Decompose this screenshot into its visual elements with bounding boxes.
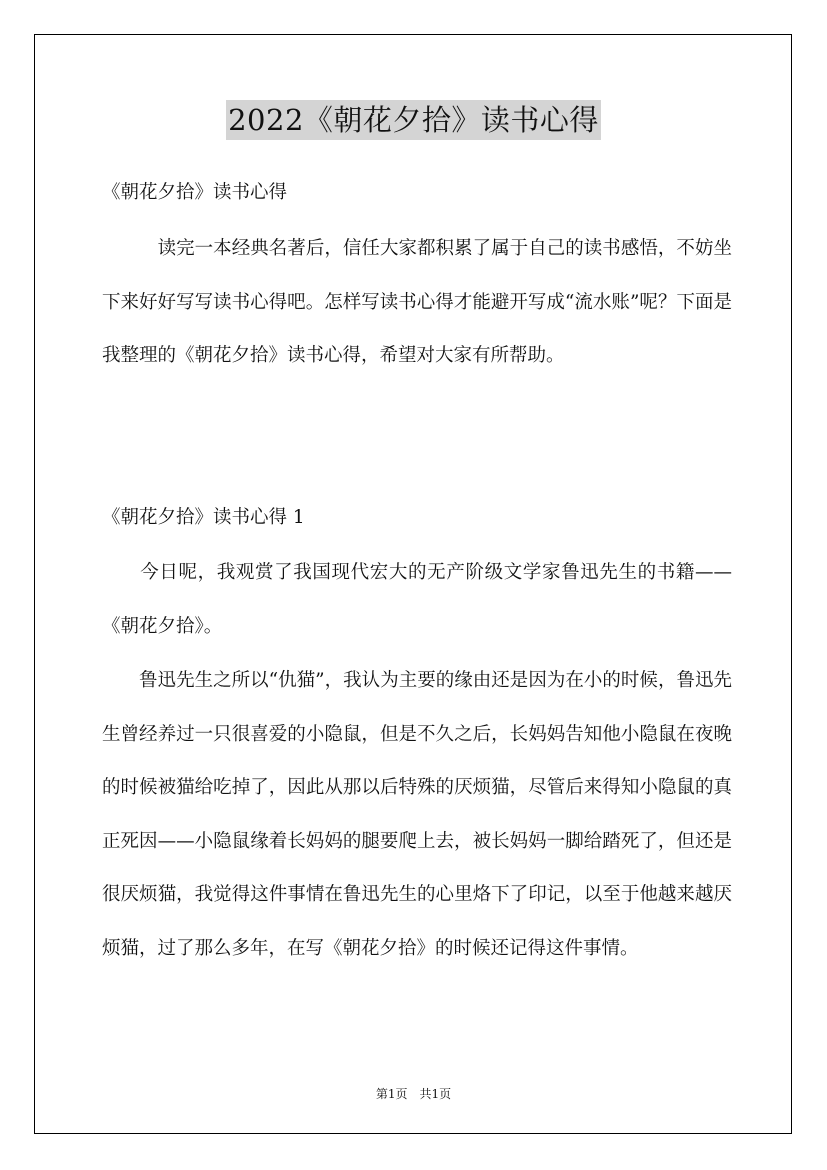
intro-paragraph: 读完一本经典名著后，信任大家都积累了属于自己的读书感悟，不妨坐下来好好写写读书心得吧。怎样写读书心得才能避开写成“流水账”呢？下面是我整理的《朝花夕拾》读书心得，希望对大家有所帮助。 — [102, 238, 732, 366]
title-container — [0, 100, 827, 140]
body-paragraph-1: 今日呢，我观赏了我国现代宏大的无产阶级文学家鲁迅先生的书籍——《朝花夕拾》。 — [102, 562, 732, 637]
body-paragraph-2: 鲁迅先生之所以“仇猫”，我认为主要的缘由还是因为在小的时候，鲁迅先生曾经养过一只很喜爱的小隐鼠，但是不久之后，长妈妈告知他小隐鼠在夜晚的时候被猫给吃掉了，因此从那以后特殊的厌烦猫，尽管后来得知小隐鼠的真正死因——小隐鼠缘着长妈妈的腿要爬上去，被长妈妈一脚给踏死了，但还是很厌烦猫，我觉得这件事情在鲁迅先生的心里烙下了印记，以至于他越来越厌烦猫，过了那么多年，在写《朝花夕拾》的时候还记得这件事情。 — [102, 670, 732, 959]
part-heading: 《朝花夕拾》读书心得 1 — [102, 507, 305, 528]
page-number: 第1页 共1页 — [375, 1087, 452, 1101]
section-heading: 《朝花夕拾》读书心得 — [102, 182, 288, 203]
document-title: 2022《朝花夕拾》读书心得 — [226, 100, 601, 140]
